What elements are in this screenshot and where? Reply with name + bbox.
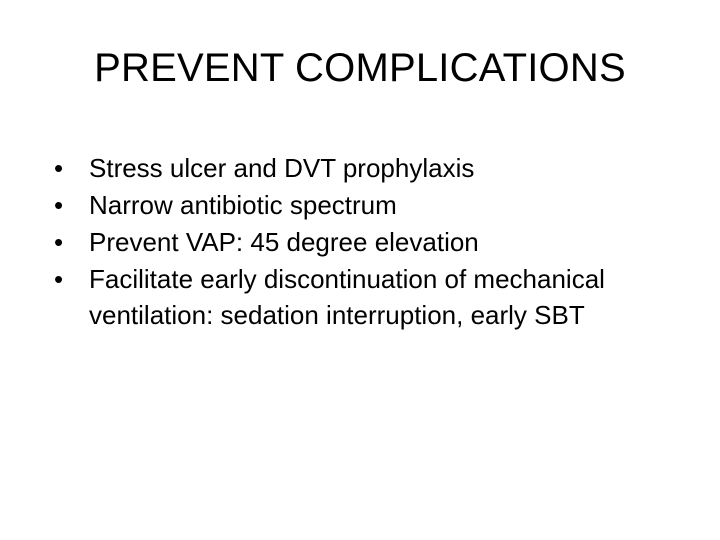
bullet-item-vap <box>54 224 694 260</box>
bullet-item-ventilation <box>54 261 694 333</box>
bullet-text: Stress ulcer and DVT prophylaxis <box>89 153 475 183</box>
bullet-item-antibiotic <box>54 187 694 223</box>
bullet-list <box>54 150 694 334</box>
slide-title: PREVENT COMPLICATIONS <box>94 46 626 90</box>
bullet-text: Prevent VAP: 45 degree elevation <box>89 227 479 257</box>
bullet-item-stress-ulcer <box>54 150 694 186</box>
bullet-dot-icon: • <box>54 190 64 220</box>
bullet-text: Narrow antibiotic spectrum <box>89 190 397 220</box>
bullet-dot-icon: • <box>54 227 64 257</box>
bullet-dot-icon: • <box>54 264 64 294</box>
bullet-dot-icon: • <box>54 153 64 183</box>
bullet-text: Facilitate early discontinuation of mechanical ventilation: sedation interruption, early SBT <box>89 264 605 330</box>
